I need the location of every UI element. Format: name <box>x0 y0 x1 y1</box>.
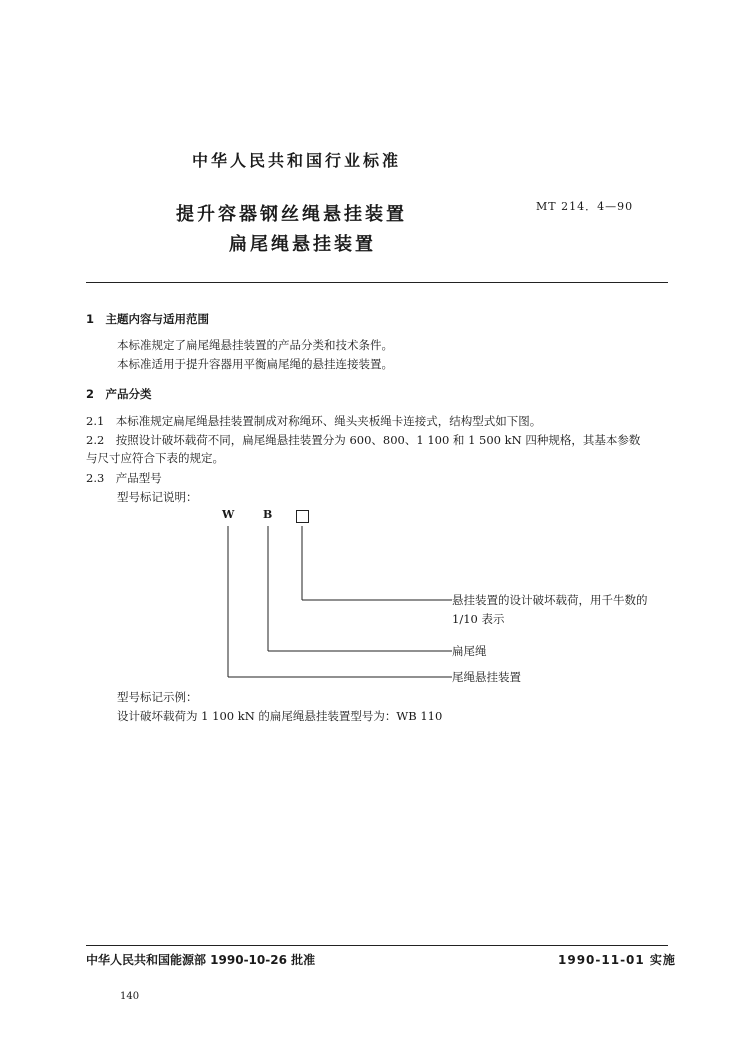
section-2-2-line2: 与尺寸应符合下表的规定。 <box>86 451 224 465</box>
code-letter-w: W <box>222 508 235 521</box>
section-2-2-line1: 2.2 按照设计破坏载荷不同，扁尾绳悬挂装置分为 600、800、1 100 和 1 500 kN 四种规格，其基本参数 <box>86 433 641 447</box>
code-letter-b: B <box>263 508 273 521</box>
code-placeholder-box <box>296 510 309 523</box>
section-2-heading: 2 产品分类 <box>86 387 152 401</box>
section-1-paragraph-1: 本标准规定了扁尾绳悬挂装置的产品分类和技术条件。 <box>117 338 393 352</box>
issuing-authority: 中华人民共和国能源部 1990-10-26 批准 <box>86 953 316 967</box>
standard-category: 中华人民共和国行业标准 <box>192 151 402 170</box>
section-2-3: 2.3 产品型号 <box>86 471 162 485</box>
label-design-load-line1: 悬挂装置的设计破坏载荷，用千牛数的 <box>452 593 648 607</box>
section-2-1: 2.1 本标准规定扁尾绳悬挂装置制成对称绳环、绳头夹板绳卡连接式，结构型式如下图。 <box>86 414 542 428</box>
section-1-heading: 1 主题内容与适用范围 <box>86 312 210 326</box>
page-number: 140 <box>120 991 140 1002</box>
document-title-line2: 扁尾绳悬挂装置 <box>229 234 376 255</box>
label-tail-rope-device: 尾绳悬挂装置 <box>452 670 521 684</box>
model-designation-label: 型号标记说明： <box>117 490 198 504</box>
example-label: 型号标记示例： <box>117 690 198 704</box>
standard-number: MT 214．4—90 <box>536 200 634 213</box>
section-1-paragraph-2: 本标准适用于提升容器用平衡扁尾绳的悬挂连接装置。 <box>117 357 393 371</box>
document-title-line1: 提升容器钢丝绳悬挂装置 <box>176 204 407 225</box>
effective-date: 1990-11-01 实施 <box>558 953 676 967</box>
label-design-load-line2: 1/10 表示 <box>452 612 505 626</box>
header-divider <box>86 282 668 283</box>
footer-divider <box>86 945 668 946</box>
example-text: 设计破坏载荷为 1 100 kN 的扁尾绳悬挂装置型号为：WB 110 <box>117 709 443 723</box>
label-flat-tail-rope: 扁尾绳 <box>452 644 487 658</box>
